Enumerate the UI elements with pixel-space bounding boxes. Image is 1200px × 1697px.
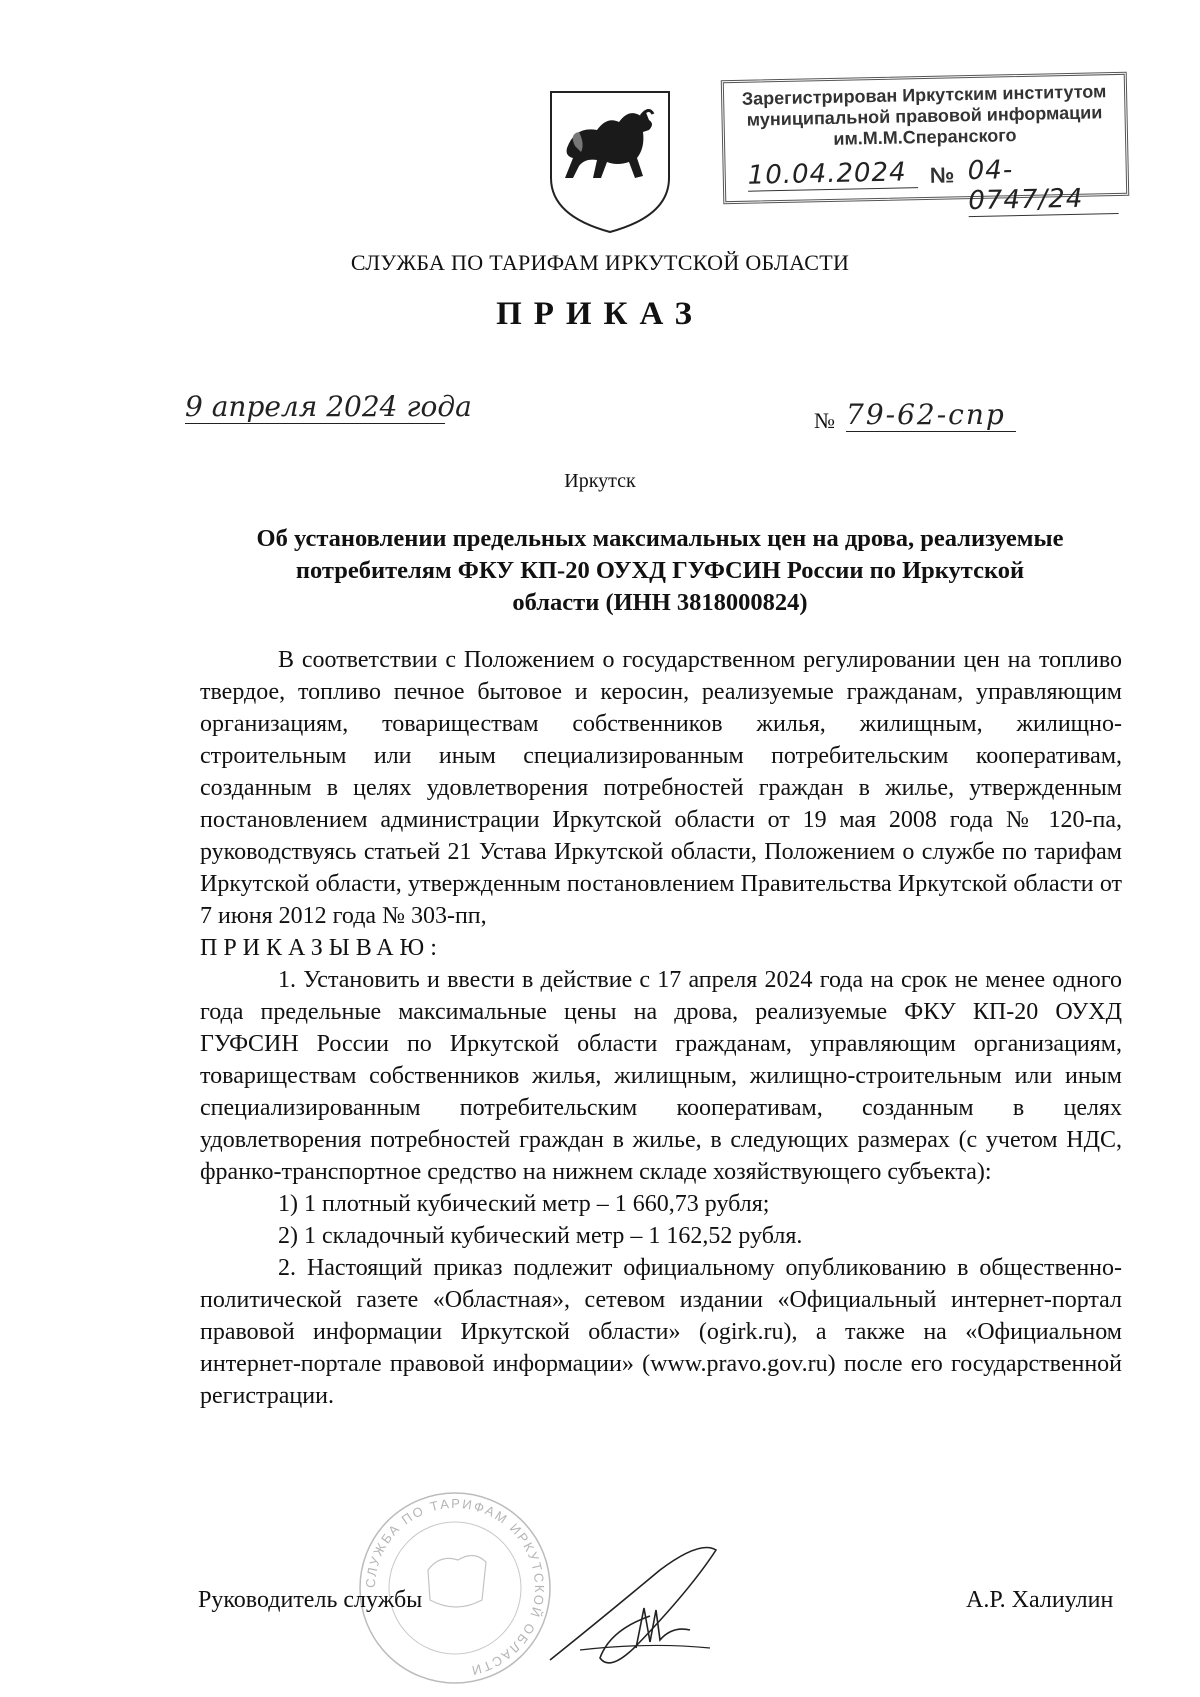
price-item-1: 1) 1 плотный кубический метр – 1 660,73 рубля; — [278, 1191, 770, 1217]
reg-stamp-number: 04-0747/24 — [967, 153, 1118, 217]
reg-stamp-line1: Зарегистрирован Иркутским институтом — [741, 81, 1107, 109]
order-number-handwritten: 79-62-спр — [846, 398, 1016, 432]
document-type-heading: ПРИКАЗ — [496, 296, 704, 332]
city-name: Иркутск — [564, 470, 636, 492]
coat-of-arms-icon — [545, 86, 675, 236]
reg-stamp-handwritten-row — [733, 149, 1118, 217]
title-line-1: Об установлении предельных максимальных цен на дрова, реализуемые — [256, 525, 1064, 552]
order-date-handwritten: 9 апреля 2024 года — [185, 390, 472, 423]
agency-name: СЛУЖБА ПО ТАРИФАМ ИРКУТСКОЙ ОБЛАСТИ — [350, 250, 850, 275]
seal-ring-text: СЛУЖБА ПО ТАРИФАМ ИРКУТСКОЙ ОБЛАСТИ — [362, 1495, 548, 1679]
document-body — [200, 644, 1122, 1412]
document-title — [195, 523, 1125, 619]
price-item-2: 2) 1 складочный кубический метр – 1 162,52 рубля. — [278, 1223, 803, 1249]
preamble-paragraph: В соответствии с Положением о государственном регулировании цен на топливо твердое, топливо печное бытовое и керосин, реализуемые гражданам, управляющим организациям, товариществам собственников жилья, жилищным, жилищно-строительным или иным специализированным потребительским кооперативам, созданным в целях удовлетворения потребностей граждан в жилье, утвержденным постановлением администрации Иркутской области от 19 мая 2008 года № 120-па, руководствуясь статьей 21 Устава Иркутской области, Положением о службе по тарифам Иркутской области, утвержденным постановлением Правительства Иркутской области от 7 июня 2012 года № 303-пп, — [200, 647, 1122, 929]
title-line-2: потребителям ФКУ КП-20 ОУХД ГУФСИН России по Иркутской — [295, 557, 1025, 584]
reg-stamp-date: 10.04.2024 — [747, 157, 918, 192]
reg-stamp-line2: муниципальной правовой информации — [746, 102, 1103, 130]
reg-stamp-line3: им.М.М.Сперанского — [833, 125, 1017, 149]
reg-stamp-number-label: № — [929, 162, 955, 188]
title-line-3: области (ИНН 3818000824) — [512, 589, 808, 616]
point-1-paragraph: 1. Установить и ввести в действие с 17 апреля 2024 года на срок не менее одного года предельные максимальные цены на дрова, реализуемые ФКУ КП-20 ОУХД ГУФСИН России по Иркутской области гражданам, управляющим организациям, товариществам собственников жилья, жилищным, жилищно-строительным или иным специализированным потребительским кооперативам, созданным в целях удовлетворения потребностей граждан в жилье, в следующих размерах (с учетом НДС, франко-транспортное средство на нижнем складе хозяйствующего субъекта): — [200, 967, 1122, 1185]
signatory-name: А.Р. Халиулин — [966, 1587, 1114, 1613]
registration-stamp — [721, 72, 1130, 217]
order-word: ПРИКАЗЫВАЮ: — [200, 935, 443, 961]
signatory-role: Руководитель службы — [198, 1587, 423, 1613]
handwritten-signature — [540, 1530, 730, 1680]
order-number-label: № — [814, 408, 835, 433]
point-2-paragraph: 2. Настоящий приказ подлежит официальному опубликованию в общественно-политической газете «Областная», сетевом издании «Официальный интернет-портал правовой информации Иркутской области» (ogirk.ru), а также на «Официальном интернет-портале правовой информации» (www.pravo.gov.ru) после его государственной регистрации. — [200, 1255, 1122, 1409]
